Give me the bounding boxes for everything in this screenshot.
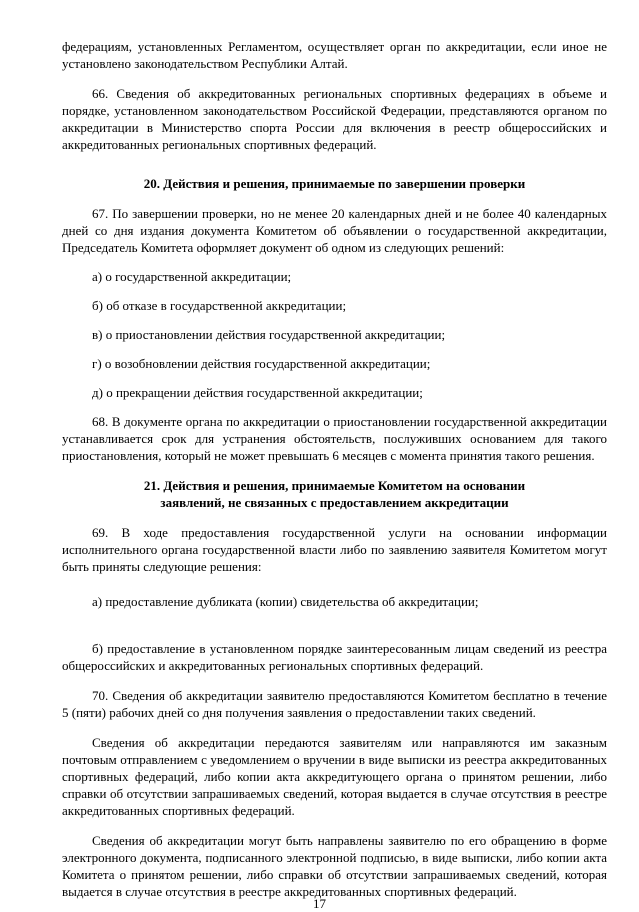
section-heading-21-line-2: заявлений, не связанных с предоставлением аккредитации <box>160 495 509 510</box>
paragraph-intro: федерациям, установленных Регламентом, осуществляет орган по аккредитации, если иное не установлено законодательством Республики Алтай. <box>62 39 607 71</box>
paragraph-67: 67. По завершении проверки, но не менее 20 календарных дней и не более 40 календарных дней со дня издания документа Комитетом об объявлении о государственной аккредитации, Председатель Комитета оформляет документ об одном из следующих решений: <box>62 206 607 255</box>
section-heading-21-line-1: 21. Действия и решения, принимаемые Комитетом на основании <box>143 478 526 493</box>
list-item-v: в) о приостановлении действия государственной аккредитации; <box>92 327 446 342</box>
list-item-69-b: б) предоставление в установленном порядке заинтересованным лицам сведений из реестра общероссийских и аккредитованных региональных спортивных федераций. <box>62 641 607 673</box>
list-item-g: г) о возобновлении действия государственной аккредитации; <box>92 356 431 371</box>
paragraph-70-2: Сведения об аккредитации передаются заявителям или направляются им заказным почтовым отправлением с уведомлением о вручении в виде выписки из реестра аккредитованных спортивных федераций, либо копии акта аккредитующего органа о принятом решении, либо справки об отсутствии запрашиваемых сведений, которая выдается в случае отсутствия в реестре аккредитованных спортивных федераций. <box>62 735 607 818</box>
paragraph-68: 68. В документе органа по аккредитации о приостановлении государственной аккредитации устанавливается срок для устранения обстоятельств, послуживших основанием для такого приостановления, который не может превышать 6 месяцев с момента принятия такого решения. <box>62 414 607 463</box>
paragraph-70-3: Сведения об аккредитации могут быть направлены заявителю по его обращению в форме электронного документа, подписанного электронной подписью, в виде выписки, либо копии акта Комитета о принятом решении, либо справки об отсутствии запрашиваемых сведений, которая выдается в случае отсутствия в реестре аккредитованных спортивных федераций. <box>62 833 607 899</box>
list-item-a: а) о государственной аккредитации; <box>92 269 292 284</box>
page-number: 17 <box>313 896 326 911</box>
list-item-d: д) о прекращении действия государственной аккредитации; <box>92 385 423 400</box>
paragraph-70: 70. Сведения об аккредитации заявителю предоставляются Комитетом бесплатно в течение 5 (пяти) рабочих дней со дня получения заявления о предоставлении таких сведений. <box>62 688 607 720</box>
list-item-b: б) об отказе в государственной аккредитации; <box>92 298 347 313</box>
section-heading-20: 20. Действия и решения, принимаемые по завершении проверки <box>143 176 526 191</box>
paragraph-69: 69. В ходе предоставления государственной услуги на основании информации исполнительного органа государственной власти либо по заявлению заявителя Комитетом могут быть приняты следующие решения: <box>62 525 607 574</box>
paragraph-66: 66. Сведения об аккредитованных региональных спортивных федерациях в объеме и порядке, установленном законодательством Российской Федерации, представляются органом по аккредитации в Министерство спорта России для включения в реестр общероссийских и аккредитованных региональных спортивных федераций. <box>62 86 607 152</box>
list-item-69-a: а) предоставление дубликата (копии) свидетельства об аккредитации; <box>92 594 479 609</box>
